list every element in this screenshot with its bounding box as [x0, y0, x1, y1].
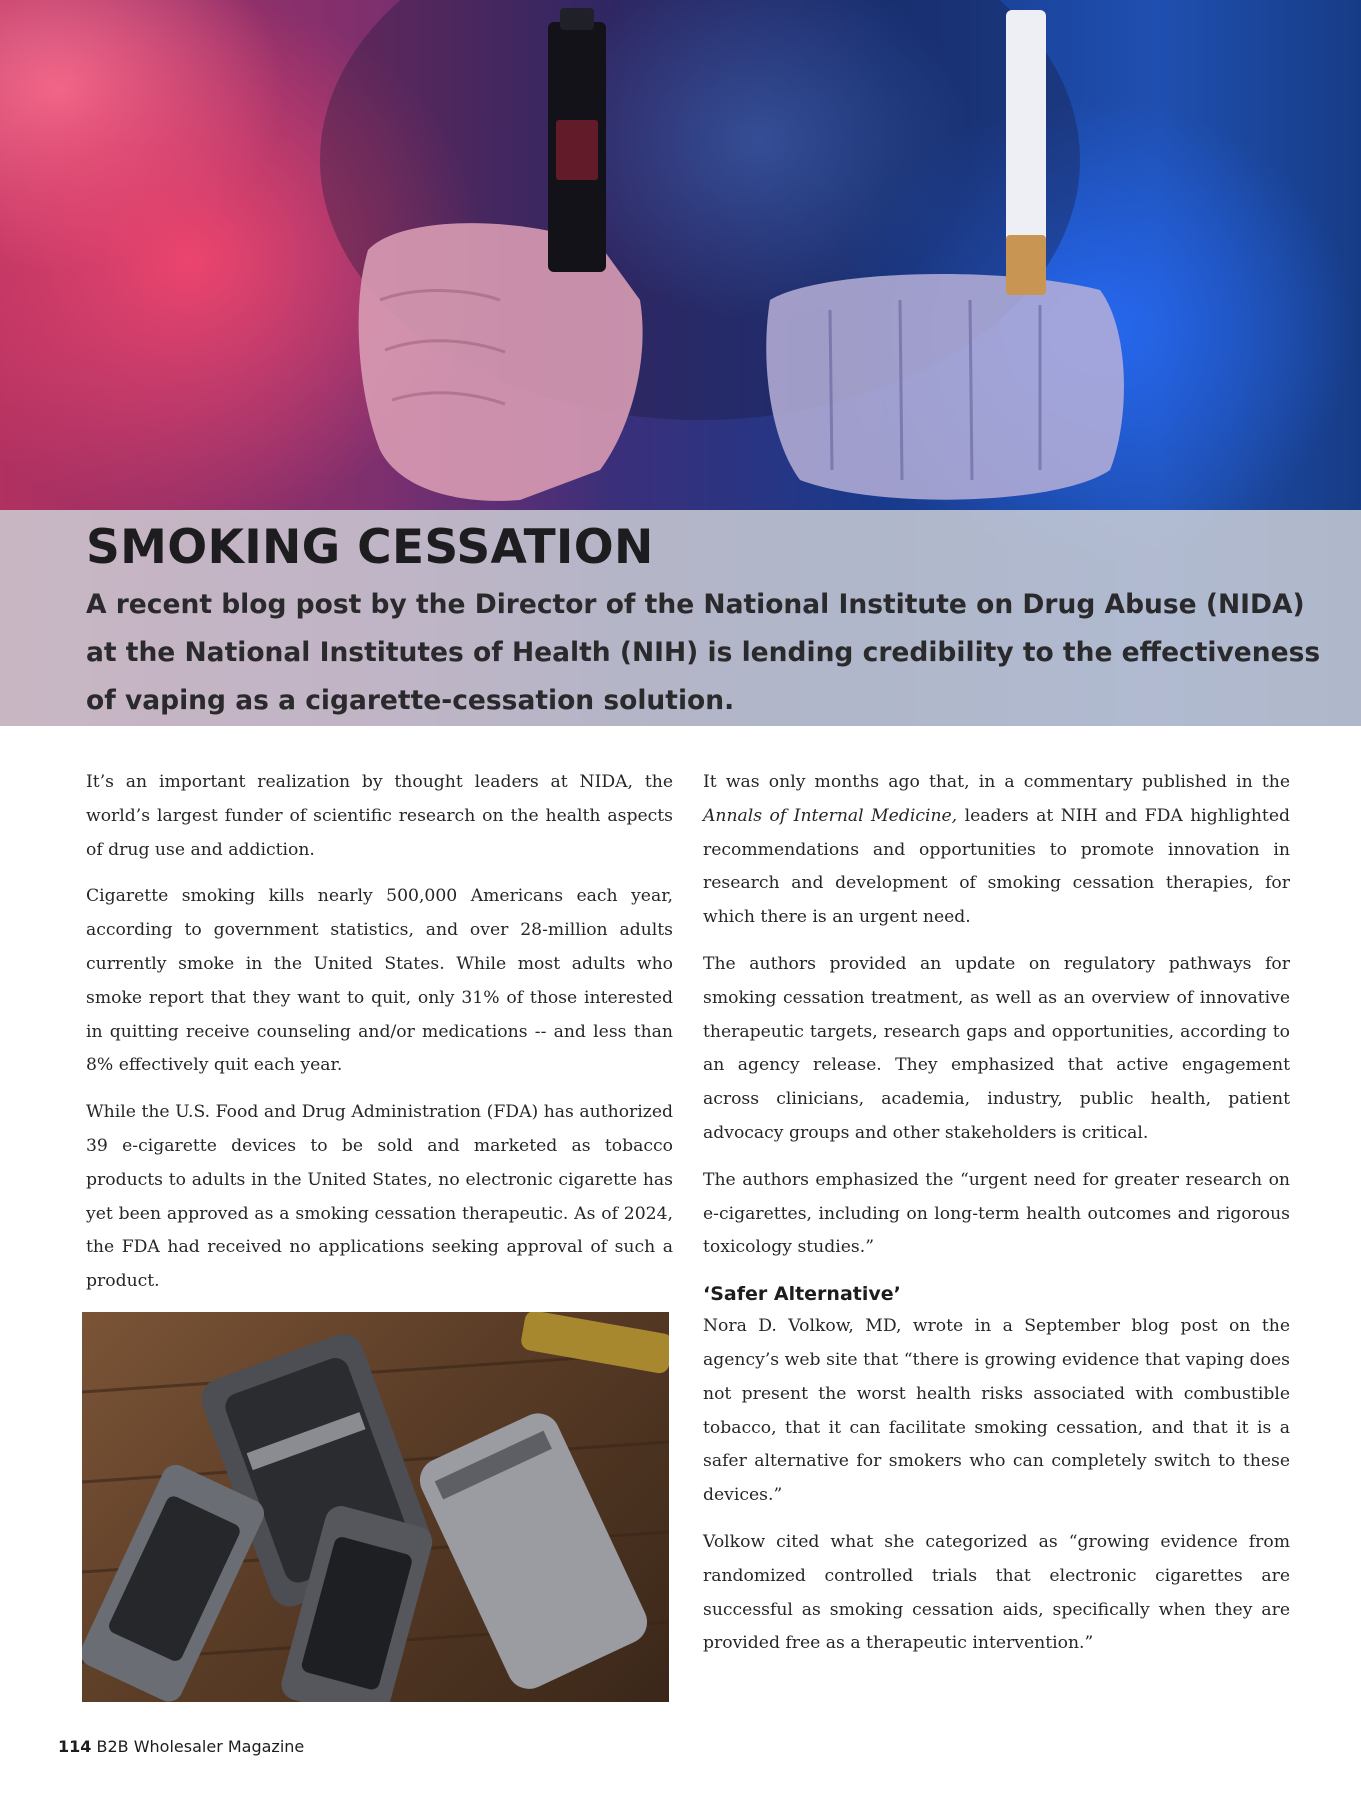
right-column: [703, 766, 1290, 1674]
page-footer: [58, 1737, 304, 1756]
cigarette: [1006, 10, 1046, 265]
article-deck: A recent blog post by the Director of the National Institute on Drug Abuse (NIDA) at the National Institutes of Health (NIH) is lending credibility to the effectiveness of vaping as a cigarette-cessation solution.: [86, 589, 1321, 716]
article-title: SMOKING CESSATION: [86, 520, 654, 575]
paragraph: The authors provided an update on regulatory pathways for smoking cessation treatment, as well as an overview of innovative therapeutic targets, research gaps and opportunities, according to an agency release. They emphasized that active engagement across clinicians, academia, industry, public health, patient advocacy groups and other stakeholders is critical.: [703, 953, 1290, 1143]
paragraph: It’s an important realization by thought leaders at NIDA, the world’s largest funder of scientific research on the health aspects of drug use and addiction.: [86, 772, 673, 860]
paragraph-text: leaders at NIH and FDA highlighted recommendations and opportunities to promote innovation in research and development of smoking cessation therapies, for which there is an urgent need.: [703, 805, 1290, 928]
publication-name: B2B Wholesaler Magazine: [96, 1737, 305, 1756]
page-number: 114: [58, 1737, 92, 1756]
vape-mod: [413, 1406, 655, 1696]
left-column: [86, 766, 673, 1312]
paragraph: Nora D. Volkow, MD, wrote in a September blog post on the agency’s web site that “there is growing evidence that vaping does not present the worst health risks associated with combustible tobacco, that it can facilitate smoking cessation, and that it is a safer alternative for smokers who can completely switch to these devices.”: [703, 1316, 1290, 1506]
paragraph: Cigarette smoking kills nearly 500,000 Americans each year, according to government statistics, and over 28-million adults currently smoke in the United States. While most adults who smoke report that they want to quit, only 31% of those interested in quitting receive counseling and/or medications -- and less than 8% effectively quit each year.: [86, 886, 673, 1076]
section-subhead: ‘Safer Alternative’: [703, 1283, 901, 1306]
paragraph-text: It was only months ago that, in a commentary published in the: [703, 772, 1290, 792]
e-cigarette-devices-illustration: [82, 1312, 669, 1702]
paragraph: The authors emphasized the “urgent need for greater research on e-cigarettes, including on long-term health outcomes and rigorous toxicology studies.”: [703, 1169, 1290, 1258]
hero-image: [0, 0, 1361, 726]
vape-pen-gold: [520, 1312, 669, 1375]
paragraph: While the U.S. Food and Drug Administration (FDA) has authorized 39 e-cigarette devices to be sold and marketed as tobacco products to adults in the United States, no electronic cigarette has yet been approved as a smoking cessation therapeutic. As of 2024, the FDA had received no applications seeking approval of such a product.: [86, 1102, 673, 1292]
e-cigarette-photo: [82, 1312, 669, 1702]
vape-tank: [82, 1460, 269, 1702]
paragraph: Volkow cited what she categorized as “growing evidence from randomized controlled trials that electronic cigarettes are successful as smoking cessation aids, specifically when they are provided free as a therapeutic intervention.”: [703, 1531, 1290, 1654]
journal-title: Annals of Internal Medicine,: [703, 805, 958, 826]
paragraph: [703, 766, 1290, 935]
